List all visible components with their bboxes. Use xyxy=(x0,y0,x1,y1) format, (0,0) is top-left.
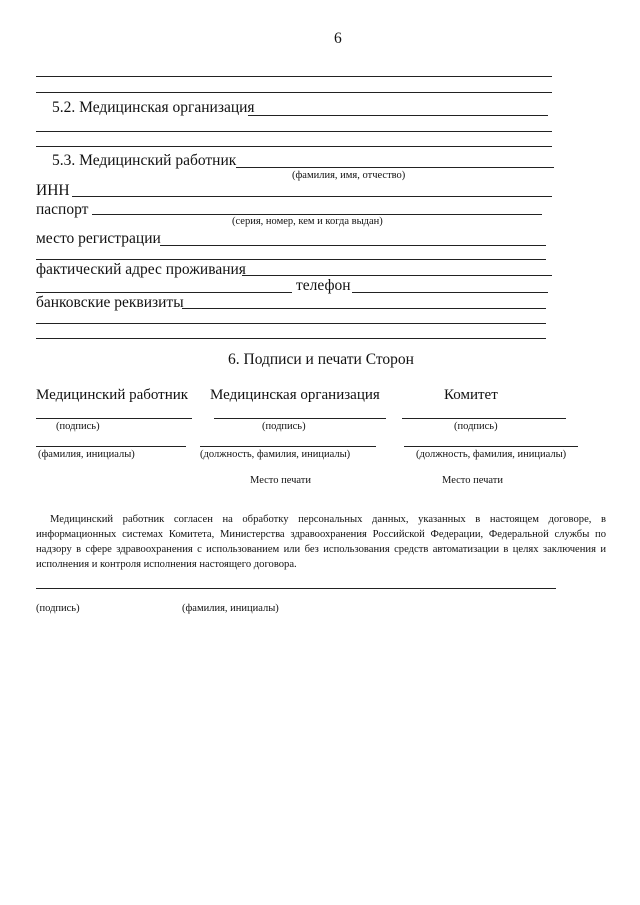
blank-line[interactable] xyxy=(36,338,546,339)
name-caption: (фамилия, имя, отчество) xyxy=(292,170,406,181)
medical-worker-name-field[interactable] xyxy=(236,167,554,168)
address-label: фактический адрес проживания xyxy=(36,261,246,278)
passport-label: паспорт xyxy=(36,201,89,218)
organization-name-caption: (должность, фамилия, инициалы) xyxy=(200,449,351,460)
passport-field[interactable] xyxy=(92,214,542,215)
blank-line[interactable] xyxy=(36,323,546,324)
blank-line[interactable] xyxy=(36,131,552,132)
worker-signature-field[interactable] xyxy=(36,418,192,419)
bank-details-label: банковские реквизиты xyxy=(36,294,184,311)
committee-seal-place: Место печати xyxy=(442,475,504,486)
section-6-title: 6. Подписи и печати Сторон xyxy=(228,351,414,368)
party-medical-organization: Медицинская организация xyxy=(210,387,380,403)
consent-signature-field[interactable] xyxy=(36,588,556,589)
section-5-3-label: 5.3. Медицинский работник xyxy=(52,152,237,169)
blank-line[interactable] xyxy=(36,146,552,147)
medical-organization-field[interactable] xyxy=(248,115,548,116)
registration-field[interactable] xyxy=(160,245,546,246)
consent-paragraph: Медицинский работник согласен на обработку персональных данных, указанных в настоящем договоре, в информационных системах Комитета, Министерства здравоохранения Российской Федерации, Федеральной службы по надзору в сфере здравоохранения с использованием или без использования средств автоматизации в целях заключения и исполнения и контроля исполнения настоящего договора. xyxy=(36,514,606,570)
inn-field[interactable] xyxy=(72,196,552,197)
worker-name-field[interactable] xyxy=(36,446,186,447)
inn-label: ИНН xyxy=(36,182,70,199)
page-number: 6 xyxy=(334,30,342,47)
organization-seal-place: Место печати xyxy=(250,475,312,486)
phone-field[interactable] xyxy=(352,292,548,293)
blank-line[interactable] xyxy=(36,259,546,260)
passport-caption: (серия, номер, кем и когда выдан) xyxy=(232,216,383,227)
section-5-2-label: 5.2. Медицинская организация xyxy=(52,99,255,116)
phone-label: телефон xyxy=(296,277,351,294)
worker-name-caption: (фамилия, инициалы) xyxy=(38,449,135,460)
worker-signature-caption: (подпись) xyxy=(56,421,100,432)
blank-line[interactable] xyxy=(36,76,552,77)
party-committee: Комитет xyxy=(444,387,498,403)
organization-signature-caption: (подпись) xyxy=(262,421,306,432)
organization-signature-field[interactable] xyxy=(214,418,386,419)
address-field-continued[interactable] xyxy=(36,292,292,293)
committee-name-caption: (должность, фамилия, инициалы) xyxy=(416,449,567,460)
party-medical-worker: Медицинский работник xyxy=(36,387,189,403)
bank-details-field[interactable] xyxy=(182,308,546,309)
committee-name-field[interactable] xyxy=(404,446,578,447)
blank-line[interactable] xyxy=(36,92,552,93)
committee-signature-field[interactable] xyxy=(402,418,566,419)
consent-name-caption: (фамилия, инициалы) xyxy=(182,603,279,614)
organization-name-field[interactable] xyxy=(200,446,376,447)
consent-signature-caption: (подпись) xyxy=(36,603,80,614)
committee-signature-caption: (подпись) xyxy=(454,421,498,432)
registration-label: место регистрации xyxy=(36,230,161,247)
address-field[interactable] xyxy=(242,275,552,276)
